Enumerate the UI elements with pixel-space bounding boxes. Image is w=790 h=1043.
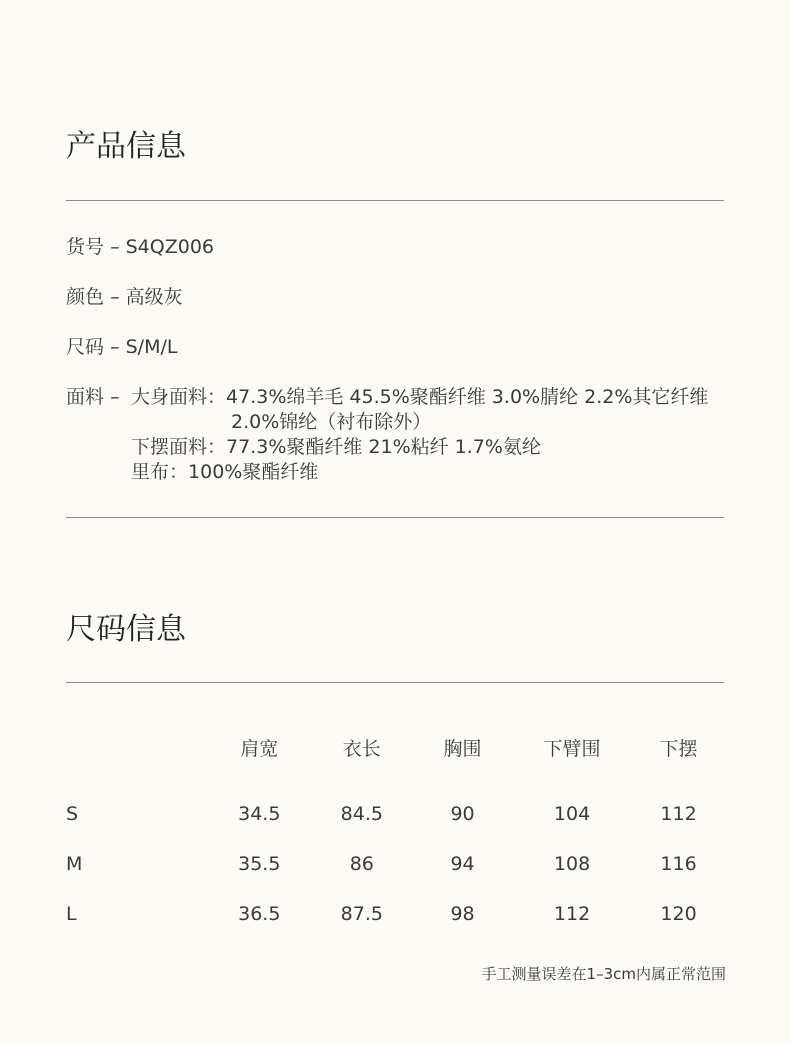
fabric-dash: –: [110, 386, 120, 408]
fabric-body-value-1: 47.3%绵羊毛 45.5%聚酯纤维 3.0%腈纶 2.2%其它纤维: [226, 386, 709, 408]
table-cell: 35.5: [238, 853, 281, 875]
article-label: 货号: [66, 236, 105, 258]
table-cell: 87.5: [340, 903, 383, 925]
fabric-hem-label: 下摆面料：: [131, 436, 227, 458]
fabric-lining-label: 里布：: [131, 461, 189, 483]
table-cell: 116: [660, 853, 697, 875]
header-chest: 胸围: [443, 738, 482, 760]
header-length: 衣长: [342, 738, 381, 760]
table-cell: 120: [660, 903, 697, 925]
fabric-label: 面料: [66, 386, 105, 408]
size-cell: S: [66, 803, 79, 825]
product-divider-top: [66, 200, 724, 201]
size-label: 尺码: [66, 336, 105, 358]
color-row: [66, 288, 183, 307]
size-cell: L: [66, 903, 77, 925]
article-value: S4QZ006: [125, 236, 214, 258]
size-dash: –: [110, 336, 120, 358]
table-cell: 86: [349, 853, 374, 875]
table-cell: 36.5: [238, 903, 281, 925]
table-cell: 34.5: [238, 803, 281, 825]
article-dash: –: [110, 236, 120, 258]
fabric-body-line2: 2.0%锦纶（衬布除外）: [231, 411, 432, 433]
header-shoulder: 肩宽: [240, 738, 279, 760]
fabric-body-label: 大身面料：: [131, 386, 227, 408]
fabric-hem-line: [131, 438, 541, 457]
table-row: [66, 789, 730, 839]
fabric-body-line1: [131, 388, 708, 407]
table-row: [66, 889, 730, 939]
measurement-note: 手工测量误差在1–3cm内属正常范围: [481, 965, 726, 983]
table-cell: 84.5: [340, 803, 383, 825]
color-label: 颜色: [66, 286, 105, 308]
product-info-title: 产品信息: [66, 129, 186, 164]
size-info-title: 尺码信息: [66, 612, 186, 647]
color-value: 高级灰: [125, 286, 183, 308]
table-cell: 112: [660, 803, 697, 825]
table-cell: 112: [553, 903, 591, 925]
fabric-row: [66, 388, 120, 407]
article-row: [66, 238, 214, 257]
table-cell: 94: [450, 853, 475, 875]
header-hem: 下摆: [659, 738, 698, 760]
table-row: [66, 839, 730, 889]
product-divider-bottom: [66, 517, 724, 518]
header-forearm: 下臂围: [543, 738, 601, 760]
fabric-lining-line: [131, 463, 318, 482]
table-cell: 104: [553, 803, 591, 825]
size-row: [66, 338, 177, 357]
size-divider: [66, 682, 724, 683]
table-cell: 90: [450, 803, 475, 825]
fabric-hem-value: 77.3%聚酯纤维 21%粘纤 1.7%氨纶: [226, 436, 541, 458]
color-dash: –: [110, 286, 120, 308]
size-table: [66, 734, 730, 939]
header-cell-blank: [66, 734, 203, 789]
size-cell: M: [66, 853, 83, 875]
table-cell: 108: [553, 853, 591, 875]
size-table-header: [66, 734, 730, 789]
size-value: S/M/L: [125, 336, 178, 358]
fabric-lining-value: 100%聚酯纤维: [188, 461, 319, 483]
table-cell: 98: [450, 903, 475, 925]
